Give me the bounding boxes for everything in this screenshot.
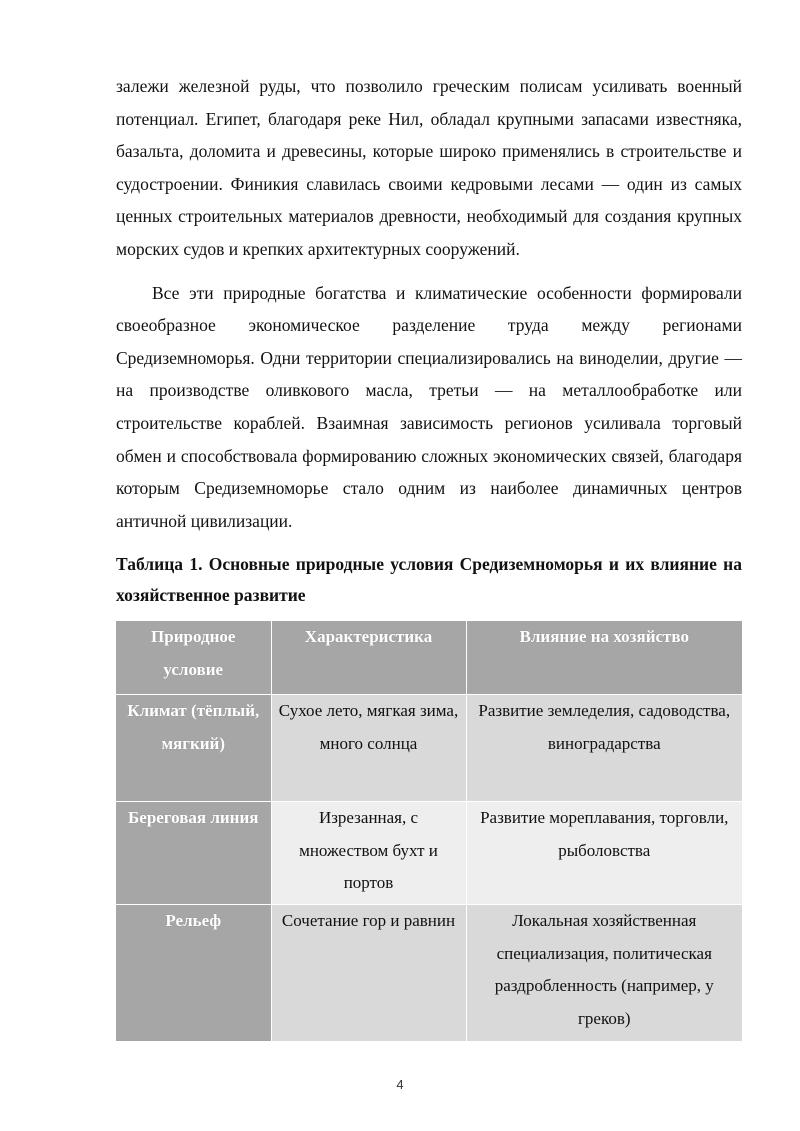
table-row bbox=[116, 802, 742, 905]
row-characteristic-cell: Изрезанная, с множеством бухт и портов bbox=[271, 802, 466, 905]
row-condition-cell: Климат (тёплый, мягкий) bbox=[116, 695, 271, 802]
natural-conditions-table bbox=[116, 621, 742, 1041]
row-characteristic-cell: Сухое лето, мягкая зима, много солнца bbox=[271, 695, 466, 802]
row-impact-cell: Развитие земледелия, садоводства, виноградарства bbox=[466, 695, 742, 802]
row-condition-cell: Рельеф bbox=[116, 905, 271, 1042]
row-impact-cell: Развитие мореплавания, торговли, рыболовства bbox=[466, 802, 742, 905]
table-row bbox=[116, 905, 742, 1042]
body-paragraph-1: залежи железной руды, что позволило греческим полисам усиливать военный потенциал. Египет, благодаря реке Нил, обладал крупными запасами известняка, базальта, доломита и древесины, которые широко применялись в строительстве и судостроении. Финикия славилась своими кедровыми лесами — один из самых ценных строительных материалов древности, необходимый для создания крупных морских судов и крепких архитектурных сооружений. bbox=[116, 76, 742, 259]
header-natural-condition: Природное условие bbox=[116, 621, 271, 695]
header-economic-impact: Влияние на хозяйство bbox=[466, 621, 742, 695]
header-characteristic: Характеристика bbox=[271, 621, 466, 695]
row-characteristic-cell: Сочетание гор и равнин bbox=[271, 905, 466, 1042]
table-header-row bbox=[116, 621, 742, 695]
row-impact-cell: Локальная хозяйственная специализация, политическая раздробленность (например, у греков) bbox=[466, 905, 742, 1042]
table-row bbox=[116, 695, 742, 802]
page-number: 4 bbox=[396, 1077, 404, 1092]
row-condition-cell: Береговая линия bbox=[116, 802, 271, 905]
page-content bbox=[116, 70, 742, 1041]
table-caption: Таблица 1. Основные природные условия Средиземноморья и их влияние на хозяйственное развитие bbox=[116, 554, 742, 606]
body-paragraph-2: Все эти природные богатства и климатические особенности формировали своеобразное экономическое разделение труда между регионами Средиземноморья. Одни территории специализировались на виноделии, другие — на производстве оливкового масла, третьи — на металлообработке или строительстве кораблей. Взаимная зависимость регионов усиливала торговый обмен и способствовала формированию сложных экономических связей, благодаря которым Средиземноморье стало одним из наиболее динамичных центров античной цивилизации. bbox=[116, 282, 742, 531]
